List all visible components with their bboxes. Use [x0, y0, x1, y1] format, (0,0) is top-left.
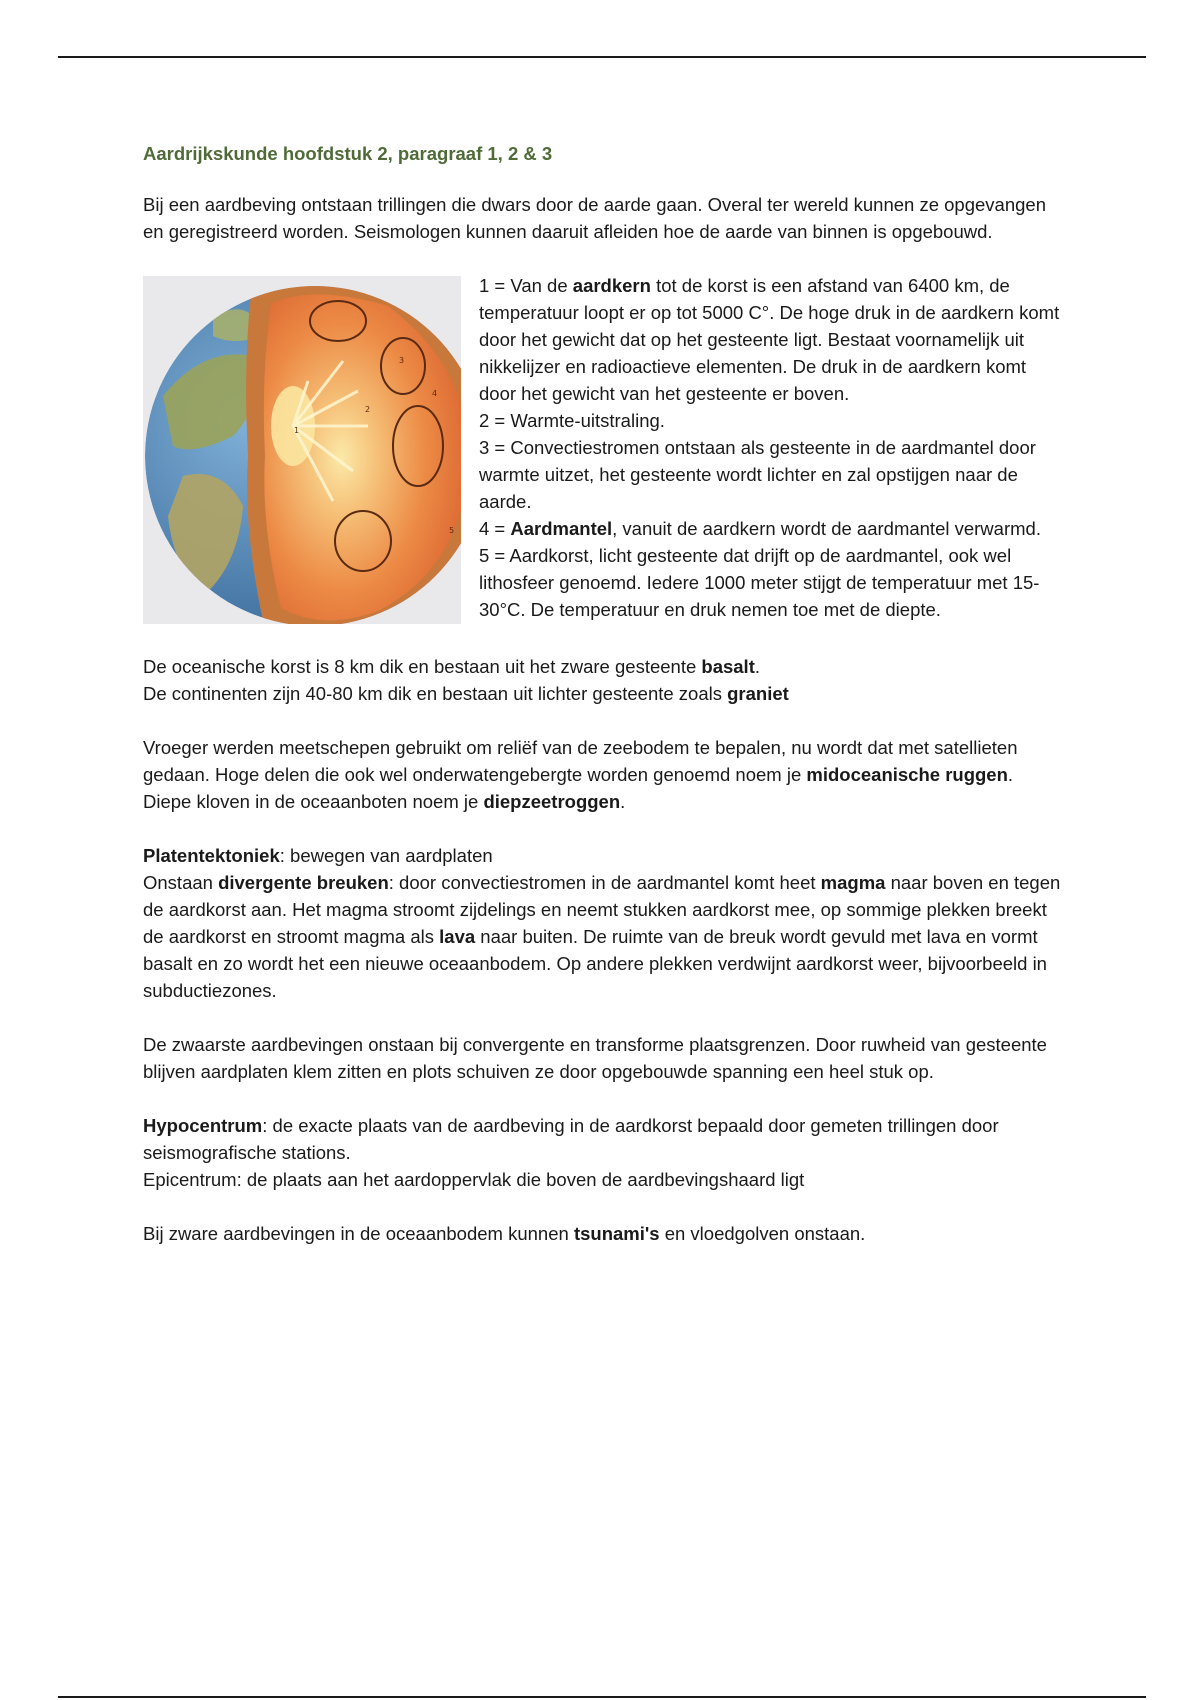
top-rule: [58, 56, 1146, 58]
intro-paragraph: Bij een aardbeving ontstaan trillingen die dwars door de aarde gaan. Overal ter wereld kunnen ze opgevangen en geregistreerd worden. Seismologen kunnen daaruit afleiden hoe de aarde van binnen is opgebouwd.: [143, 194, 1046, 242]
figure-label-5: 5: [449, 526, 455, 535]
quakes-paragraph: De zwaarste aardbevingen onstaan bij convergente en transforme plaatsgrenzen. Door ruwheid van gesteente blijven aardplaten klem zitten en plots schuiven ze door opgebouwde spanning een heel stuk op.: [143, 1034, 1047, 1082]
document-body: [143, 140, 1063, 1274]
tsunami-paragraph: Bij zware aardbevingen in de oceaanbodem kunnen tsunami's en vloedgolven onstaan.: [143, 1223, 866, 1244]
centers-paragraph: Hypocentrum: de exacte plaats van de aardbeving in de aardkorst bepaald door gemeten trillingen door seismografische stations. Epicentrum: de plaats aan het aardoppervlak die boven de aardbevingshaard ligt: [143, 1115, 999, 1190]
figure-label-2: 2: [365, 405, 371, 414]
legend-1: 1 = Van de aardkern tot de korst is een afstand van 6400 km, de temperatuur loopt er op tot 5000 C°. De hoge druk in de aardkern komt door het gewicht dat op het gesteente ligt. Bestaat voornamelijk uit nikkelijzer en radioactieve elementen. De druk in de aardkern komt door het gewicht van het gesteente er boven.: [479, 275, 1060, 404]
legend-5: 5 = Aardkorst, licht gesteente dat drijft op de aardmantel, ook wel lithosfeer genoemd. Iedere 1000 meter stijgt de temperatuur met 15-30°C. De temperatuur en druk nemen toe met de diepte.: [479, 545, 1040, 620]
crust-paragraph: De oceanische korst is 8 km dik en bestaan uit het zware gesteente basalt. De continenten zijn 40-80 km dik en bestaan uit lichter gesteente zoals graniet: [143, 656, 789, 704]
seafloor-paragraph: Vroeger werden meetschepen gebruikt om reliëf van de zeebodem te bepalen, nu wordt dat met satellieten gedaan. Hoge delen die ook wel onderwatengebergte worden genoemd noem je midoceanische ruggen. Diepe kloven in de oceaanboten noem je diepzeetroggen.: [143, 737, 1018, 812]
legend-4: 4 = Aardmantel, vanuit de aardkern wordt de aardmantel verwarmd.: [479, 518, 1041, 539]
tectonics-paragraph: Platentektoniek: bewegen van aardplaten Onstaan divergente breuken: door convectiestromen in de aardmantel komt heet magma naar boven en tegen de aardkorst aan. Het magma stroomt zijdelings en neemt stukken aardkorst mee, op sommige plekken breekt de aardkorst en stroomt magma als lava naar buiten. De ruimte van de breuk wordt gevuld met lava en vormt basalt en zo wordt het een nieuwe oceaanbodem. Op andere plekken verdwijnt aardkorst weer, bijvoorbeeld in subductiezones.: [143, 845, 1061, 1001]
figure-label-4: 4: [432, 389, 438, 398]
legend-2: 2 = Warmte-uitstraling.: [479, 410, 665, 431]
figure-label-3: 3: [399, 356, 405, 365]
earth-cross-section-svg: [143, 276, 461, 624]
document-title: Aardrijkskunde hoofdstuk 2, paragraaf 1, 2 & 3: [143, 143, 553, 164]
figure-label-1: 1: [294, 426, 300, 435]
earth-cross-section-image: [143, 276, 461, 624]
bottom-rule: [58, 1696, 1146, 1698]
legend-3: 3 = Convectiestromen ontstaan als gesteente in de aardmantel door warmte uitzet, het gesteente wordt lichter en zal opstijgen naar de aarde.: [479, 437, 1036, 512]
earth-figure-section: [143, 272, 1063, 623]
